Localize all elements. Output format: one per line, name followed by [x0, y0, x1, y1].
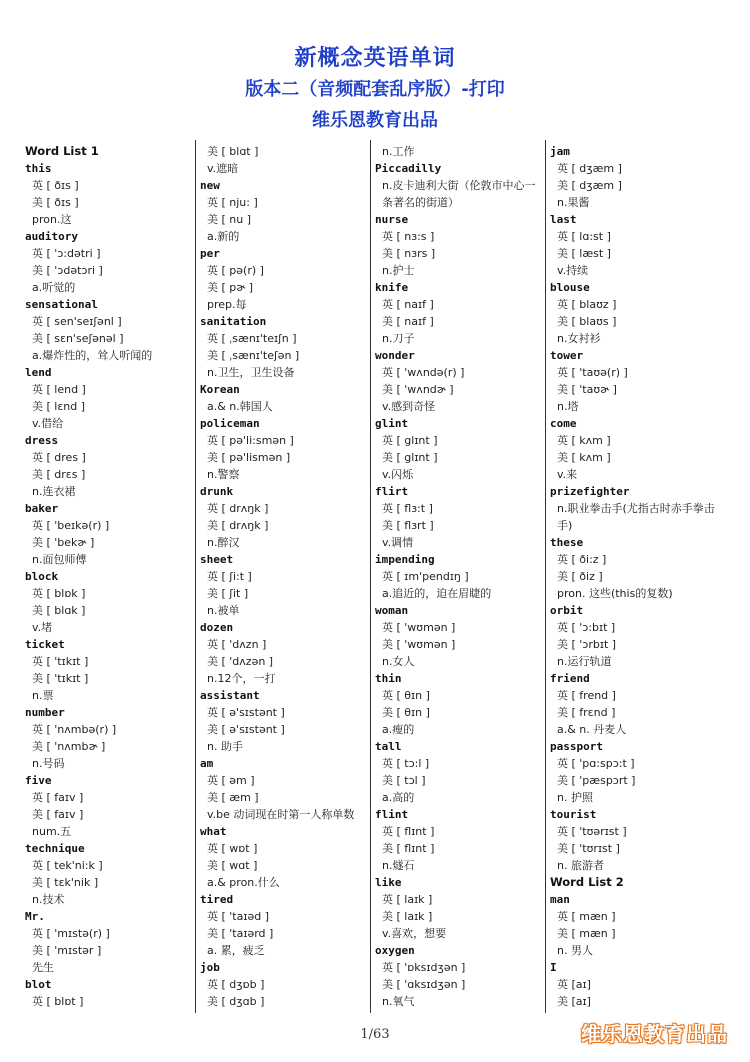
word-column-3 [375, 143, 541, 1013]
entry-word: drunk [200, 485, 234, 498]
entry-word: blouse [550, 281, 590, 294]
entry-definition: a.& n. 丹麦人 [557, 723, 627, 736]
entry-definition: n.果酱 [557, 196, 590, 209]
word-list-heading: Word List 1 [25, 144, 99, 158]
entry-definition: n.护士 [382, 264, 415, 277]
page-number: 1/63 [360, 1027, 390, 1042]
entry-definition: prep.每 [207, 298, 247, 311]
document-title: 新概念英语单词 [294, 46, 456, 71]
entry-word: impending [375, 553, 435, 566]
entry-phonetic: 美 [ læst ] [557, 247, 611, 260]
entry-phonetic: 美 [ frɛnd ] [557, 706, 616, 719]
entry-phonetic: 英 [ mæn ] [557, 910, 616, 923]
entry-phonetic: 英 [ nju: ] [207, 196, 258, 209]
entry-word: like [375, 876, 402, 889]
entry-phonetic: 美 [ drɛs ] [32, 468, 86, 481]
entry-phonetic: 英 [ flɜ:t ] [382, 502, 433, 515]
entry-definition: a.新的 [207, 230, 240, 243]
entry-word: policeman [200, 417, 260, 430]
entry-phonetic: 英 [ ði:z ] [557, 553, 607, 566]
entry-phonetic: 美 [ ˌsænɪ'teʃən ] [207, 349, 300, 362]
entry-phonetic: 英 [ 'wʌndə(r) ] [382, 366, 465, 379]
entry-phonetic: 英 [ naɪf ] [382, 298, 434, 311]
entry-word: woman [375, 604, 409, 617]
entry-word: Piccadilly [375, 162, 442, 175]
entry-definition: v.堵 [32, 621, 53, 634]
entry-phonetic: 英 [ ʃi:t ] [207, 570, 252, 583]
entry-definition: n.运行轨道 [557, 655, 612, 668]
entry-word: Korean [200, 383, 240, 396]
entry-definition: n.职业拳击手(尤指古时赤手拳击手) [557, 502, 715, 532]
entry-phonetic: 美 [ 'wʌndɚ ] [382, 383, 454, 396]
entry-phonetic: 美 [ nu ] [207, 213, 252, 226]
entry-word: man [550, 893, 570, 906]
entry-phonetic: 英 [ faɪv ] [32, 791, 84, 804]
entry-phonetic: 英 [ pə'li:smən ] [207, 434, 294, 447]
entry-phonetic: 美 [ glɪnt ] [382, 451, 438, 464]
entry-phonetic: 美 [ 'ɔdətɔri ] [32, 264, 103, 277]
entry-phonetic: 美 [ 'ɔrbɪt ] [557, 638, 617, 651]
entry-word: nurse [375, 213, 409, 226]
entry-definition: n. 旅游者 [557, 859, 604, 872]
entry-definition: n.被单 [207, 604, 240, 617]
entry-phonetic: 美 [ pɚ ] [207, 281, 254, 294]
entry-phonetic: 美 [ θɪn ] [382, 706, 430, 719]
entry-phonetic: 美 [ 'mɪstər ] [32, 944, 102, 957]
entry-phonetic: 美 [ 'tɪkɪt ] [32, 672, 89, 685]
entry-phonetic: 英 [ laɪk ] [382, 893, 433, 906]
entry-phonetic: 美 [ sɛn'seʃənəl ] [32, 332, 124, 345]
entry-word: jam [550, 145, 570, 158]
entry-word: tired [200, 893, 234, 906]
entry-definition: n.面包师傅 [32, 553, 87, 566]
entry-definition: n. 助手 [207, 740, 243, 753]
entry-phonetic: 英 [ sen'seɪʃənl ] [32, 315, 122, 328]
entry-definition: n.警察 [207, 468, 240, 481]
entry-definition: n.女衬衫 [557, 332, 601, 345]
entry-phonetic: 美 [ 'ɑksɪdʒən ] [382, 978, 466, 991]
entry-definition: a.高的 [382, 791, 415, 804]
entry-phonetic: 美 [ ðiz ] [557, 570, 603, 583]
entry-word: sensational [25, 298, 98, 311]
entry-phonetic: 美 [ dʒɑb ] [207, 995, 265, 1008]
entry-phonetic: 英 [ flɪnt ] [382, 825, 435, 838]
entry-phonetic: 美 [ ʃit ] [207, 587, 249, 600]
entry-definition: n.12个，一打 [207, 672, 276, 685]
entry-definition: v.遮暗 [207, 162, 239, 175]
entry-phonetic: 美 [ laɪk ] [382, 910, 433, 923]
entry-phonetic: 英 [ 'nʌmbə(r) ] [32, 723, 117, 736]
entry-phonetic: 英 [ pə(r) ] [207, 264, 264, 277]
entry-phonetic: 英 [ glɪnt ] [382, 434, 438, 447]
entry-definition: n. 护照 [557, 791, 593, 804]
entry-word: oxygen [375, 944, 415, 957]
entry-phonetic: 美 [ 'taʊɚ ] [557, 383, 617, 396]
entry-phonetic: 英 [ tek'ni:k ] [32, 859, 103, 872]
entry-phonetic: 美 [ ə'sɪstənt ] [207, 723, 285, 736]
entry-word: job [200, 961, 220, 974]
entry-definition: n.燧石 [382, 859, 415, 872]
entry-word: per [200, 247, 220, 260]
entry-word: sanitation [200, 315, 267, 328]
entry-phonetic: 美 [ flɜrt ] [382, 519, 434, 532]
watermark-logo: 维乐恩教育出品 [581, 1022, 728, 1046]
entry-word: dress [25, 434, 59, 447]
entry-word: prizefighter [550, 485, 630, 498]
entry-word: baker [25, 502, 59, 515]
entry-phonetic: 英 [ dres ] [32, 451, 86, 464]
entry-phonetic: 英 [ 'mɪstə(r) ] [32, 927, 110, 940]
entry-definition: a.爆炸性的，耸人听闻的 [32, 349, 153, 362]
entry-phonetic: 美 [ wɑt ] [207, 859, 258, 872]
entry-phonetic: 美 [ 'tʊrɪst ] [557, 842, 620, 855]
entry-definition: n.皮卡迪利大街（伦敦市中心一条著名的街道） [382, 179, 536, 209]
entry-phonetic: 英 [ tɔ:l ] [382, 757, 430, 770]
entry-phonetic: 英 [ blaʊz ] [557, 298, 617, 311]
entry-word: thin [375, 672, 402, 685]
entry-definition: n. 男人 [557, 944, 593, 957]
entry-phonetic: 美 [ blɑt ] [207, 145, 259, 158]
entry-definition: v.来 [557, 468, 578, 481]
entry-word: flint [375, 808, 409, 821]
entry-definition: n.醉汉 [207, 536, 240, 549]
entry-word: Mr. [25, 910, 45, 923]
entry-word: technique [25, 842, 85, 855]
entry-word: tourist [550, 808, 597, 821]
entry-phonetic: 英 [ ɪm'pendɪŋ ] [382, 570, 469, 583]
entry-phonetic: 美 [ faɪv ] [32, 808, 84, 821]
entry-phonetic: 美 [aɪ] [557, 995, 591, 1008]
entry-definition: v.调情 [382, 536, 414, 549]
entry-word: wonder [375, 349, 415, 362]
entry-definition: v.闪烁 [382, 468, 414, 481]
entry-definition: a.& n.韩国人 [207, 400, 273, 413]
entry-definition: n.技术 [32, 893, 65, 906]
entry-phonetic: 英 [ 'tʊərɪst ] [557, 825, 627, 838]
entry-word: this [25, 162, 52, 175]
entry-phonetic: 美 [ tɔl ] [382, 774, 426, 787]
entry-definition: n.工作 [382, 145, 415, 158]
word-column-2 [200, 143, 366, 1013]
entry-phonetic: 美 [ nɜrs ] [382, 247, 436, 260]
word-column-4 [550, 143, 722, 1013]
document-subtitle: 版本二（音频配套乱序版）-打印 [245, 79, 505, 100]
entry-phonetic: 美 [ 'taɪərd ] [207, 927, 274, 940]
entry-phonetic: 英 [ blɒt ] [32, 995, 84, 1008]
word-list-columns [25, 143, 725, 1013]
entry-phonetic: 英 [ ə'sɪstənt ] [207, 706, 285, 719]
entry-phonetic: 英 [ lend ] [32, 383, 86, 396]
entry-word: these [550, 536, 584, 549]
entry-phonetic: 英 [ 'taɪəd ] [207, 910, 269, 923]
entry-phonetic: 英 [ θɪn ] [382, 689, 430, 702]
entry-phonetic: 美 [ blɑk ] [32, 604, 86, 617]
entry-phonetic: 美 [ blaʊs ] [557, 315, 617, 328]
entry-phonetic: 英 [ 'dʌzn ] [207, 638, 267, 651]
entry-definition: v.喜欢，想要 [382, 927, 447, 940]
entry-definition: pron. 这些(this的复数) [557, 587, 673, 600]
entry-definition: n.连衣裙 [32, 485, 76, 498]
entry-definition: num.五 [32, 825, 72, 838]
entry-definition: a.追近的，迫在眉睫的 [382, 587, 492, 600]
word-list-heading: Word List 2 [550, 875, 624, 889]
entry-definition: n.女人 [382, 655, 415, 668]
entry-word: come [550, 417, 577, 430]
entry-word: assistant [200, 689, 260, 702]
entry-word: friend [550, 672, 590, 685]
entry-definition: v.be 动词现在时第一人称单数 [207, 808, 355, 821]
entry-phonetic: 美 [ tɛk'nik ] [32, 876, 99, 889]
document-publisher: 维乐恩教育出品 [312, 110, 438, 131]
entry-phonetic: 英 [ 'tɪkɪt ] [32, 655, 89, 668]
entry-phonetic: 英 [ 'ɒksɪdʒən ] [382, 961, 466, 974]
entry-word: knife [375, 281, 409, 294]
entry-phonetic: 美 [ lɛnd ] [32, 400, 86, 413]
entry-phonetic: 美 [ naɪf ] [382, 315, 434, 328]
entry-definition: pron.这 [32, 213, 72, 226]
entry-word: I [550, 961, 557, 974]
entry-phonetic: 美 [ flɪnt ] [382, 842, 435, 855]
entry-phonetic: 英 [ blɒk ] [32, 587, 86, 600]
entry-word: auditory [25, 230, 78, 243]
entry-definition: v.借给 [32, 417, 64, 430]
entry-definition: 先生 [32, 961, 54, 974]
entry-word: blot [25, 978, 52, 991]
entry-word: block [25, 570, 59, 583]
entry-definition: n.卫生，卫生设备 [207, 366, 295, 379]
entry-phonetic: 英 [ nɜ:s ] [382, 230, 435, 243]
entry-definition: n.氧气 [382, 995, 415, 1008]
entry-phonetic: 美 [ mæn ] [557, 927, 616, 940]
entry-phonetic: 美 [ pə'lismən ] [207, 451, 291, 464]
entry-phonetic: 英 [ ðɪs ] [32, 179, 79, 192]
entry-definition: a.听觉的 [32, 281, 76, 294]
entry-phonetic: 美 [ dʒæm ] [557, 179, 622, 192]
entry-definition: a.瘦的 [382, 723, 415, 736]
entry-word: am [200, 757, 214, 770]
entry-word: last [550, 213, 577, 226]
entry-word: five [25, 774, 52, 787]
entry-word: glint [375, 417, 409, 430]
entry-phonetic: 英 [ dʒɒb ] [207, 978, 265, 991]
entry-word: new [200, 179, 220, 192]
word-column-1 [25, 143, 191, 1013]
entry-definition: v.持续 [557, 264, 589, 277]
entry-phonetic: 英 [aɪ] [557, 978, 591, 991]
entry-phonetic: 美 [ kʌm ] [557, 451, 611, 464]
entry-word: sheet [200, 553, 234, 566]
entry-definition: a. 累，疲乏 [207, 944, 265, 957]
entry-phonetic: 英 [ əm ] [207, 774, 255, 787]
entry-definition: a.& pron.什么 [207, 876, 280, 889]
entry-definition: n.票 [32, 689, 54, 702]
entry-definition: n.塔 [557, 400, 579, 413]
entry-phonetic: 美 [ drʌŋk ] [207, 519, 269, 532]
entry-word: orbit [550, 604, 584, 617]
entry-word: tower [550, 349, 584, 362]
entry-phonetic: 美 [ 'nʌmbɚ ] [32, 740, 106, 753]
entry-phonetic: 英 [ drʌŋk ] [207, 502, 269, 515]
entry-phonetic: 英 [ 'ɔ:bɪt ] [557, 621, 616, 634]
entry-phonetic: 英 [ frend ] [557, 689, 616, 702]
entry-word: lend [25, 366, 52, 379]
entry-definition: n.刀子 [382, 332, 415, 345]
entry-phonetic: 英 [ 'ɔ:dətri ] [32, 247, 101, 260]
entry-phonetic: 英 [ 'pɑ:spɔ:t ] [557, 757, 635, 770]
entry-phonetic: 美 [ 'dʌzən ] [207, 655, 274, 668]
entry-phonetic: 美 [ æm ] [207, 791, 259, 804]
entry-word: tall [375, 740, 402, 753]
entry-phonetic: 英 [ kʌm ] [557, 434, 611, 447]
entry-phonetic: 英 [ wɒt ] [207, 842, 258, 855]
entry-phonetic: 美 [ 'wʊmən ] [382, 638, 456, 651]
entry-phonetic: 英 [ 'wʊmən ] [382, 621, 456, 634]
entry-phonetic: 英 [ dʒæm ] [557, 162, 622, 175]
page-header [0, 44, 750, 136]
entry-phonetic: 英 [ lɑ:st ] [557, 230, 611, 243]
entry-phonetic: 英 [ 'taʊə(r) ] [557, 366, 628, 379]
entry-word: ticket [25, 638, 65, 651]
entry-word: dozen [200, 621, 234, 634]
entry-definition: v.感到奇怪 [382, 400, 436, 413]
entry-phonetic: 英 [ 'beɪkə(r) ] [32, 519, 110, 532]
entry-phonetic: 美 [ ðɪs ] [32, 196, 79, 209]
entry-word: flirt [375, 485, 409, 498]
entry-word: what [200, 825, 227, 838]
entry-phonetic: 英 [ ˌsænɪ'teɪʃn ] [207, 332, 297, 345]
entry-phonetic: 美 [ 'bekɚ ] [32, 536, 95, 549]
entry-word: passport [550, 740, 603, 753]
entry-definition: n.号码 [32, 757, 65, 770]
entry-word: number [25, 706, 65, 719]
entry-phonetic: 美 [ 'pæspɔrt ] [557, 774, 636, 787]
